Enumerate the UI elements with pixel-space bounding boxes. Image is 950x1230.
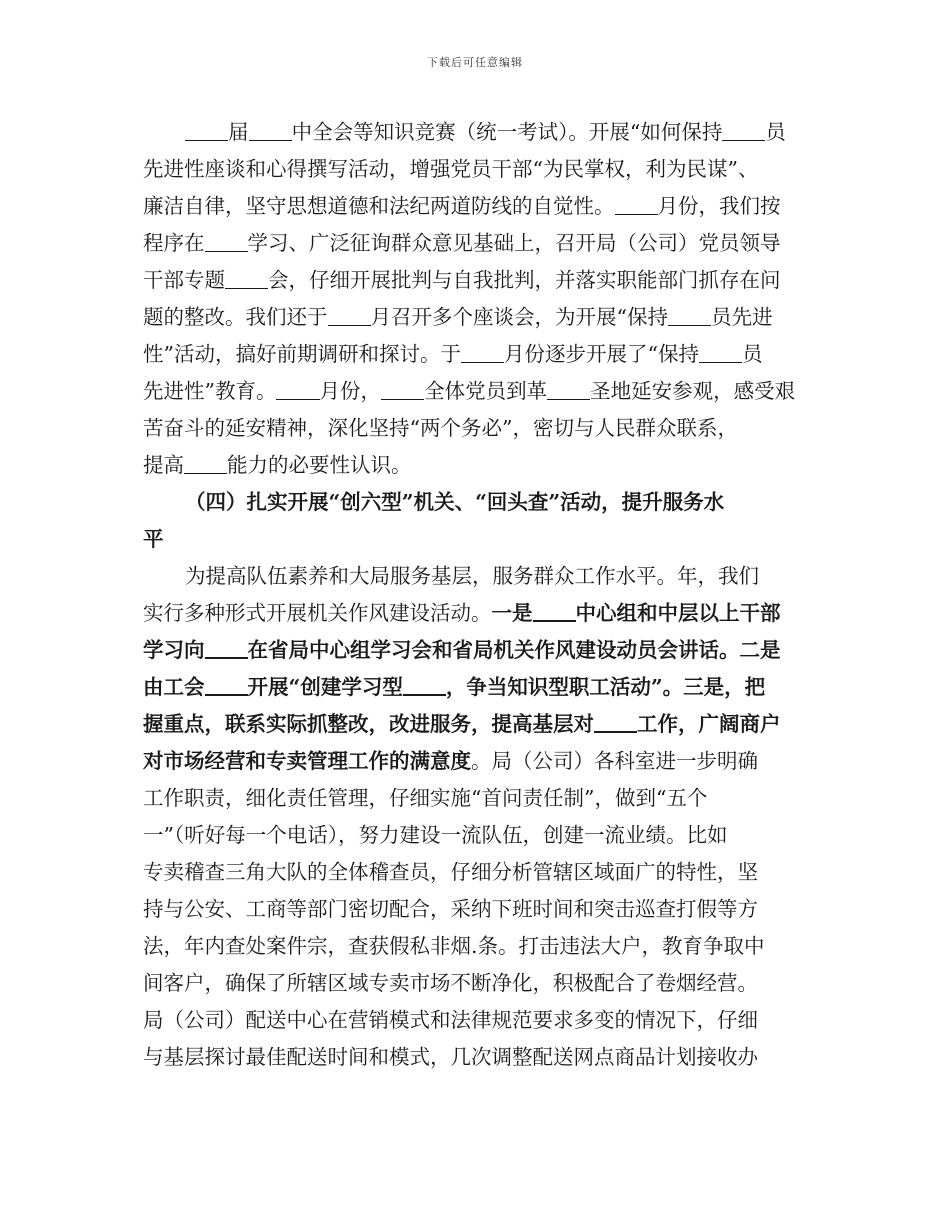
fill-in-blank [184,453,227,475]
fill-in-blank [381,379,424,401]
text-segment: 员先进 [711,305,773,329]
text-segment: 法，年内查处案件宗，查获假私非烟.条。打击违法大户，教育争取中 [143,934,765,958]
text-line [143,669,813,706]
text-segment: 由工会 [143,675,205,699]
text-line [143,558,813,595]
fill-in-blank [533,600,576,623]
fill-in-blank [249,120,292,142]
text-line [143,1039,813,1076]
text-line [143,1002,813,1039]
text-segment: 学习向 [143,638,205,662]
text-segment: 一”（听好每一个电话），努力建设一流队伍，创建一流业绩。比如 [143,823,728,847]
fill-in-blank [225,268,268,290]
fill-in-blank [461,342,504,364]
text-segment: 专卖稽查三角大队的全体稽查员，仔细分析管辖区域面广的特性，坚 [143,860,758,884]
text-segment: 员 [742,342,763,366]
text-segment: 会，仔细开展批判与自我批判，并落实职能部门抓存在问 [268,268,781,292]
text-line [143,595,813,632]
text-segment: 提高 [143,453,184,477]
text-line [143,521,813,558]
text-segment: 开展“创建学习型 [247,675,403,699]
text-segment: 圣地延安参观，感受艰 [590,379,796,403]
fill-in-blank [205,674,248,697]
fill-in-blank [722,120,765,142]
fill-in-blank [403,674,446,697]
text-line [143,188,813,225]
fill-in-blank [328,305,371,327]
text-line [143,484,813,521]
text-line [143,891,813,928]
text-line [143,410,813,447]
text-segment: ，争当知识型职工活动”。三是，把 [445,675,766,699]
text-segment: 中全会等知识竞赛（统一考试）。开展“如何保持 [291,120,723,144]
text-segment: 中心组和中层以上干部 [575,601,781,625]
text-segment: 先进性”教育。 [143,379,277,403]
text-segment: 学习、广泛征询群众意见基础上，召开局（公司）党员领导 [247,231,781,255]
text-segment: 届 [228,120,249,144]
text-segment: 先进性座谈和心得撰写活动，增强党员干部“为民掌权，利为民谋”、 [143,157,759,181]
text-segment: 月份逐步开展了“保持 [504,342,700,366]
text-line [143,780,813,817]
text-segment: 廉洁自律，坚守思想道德和法纪两道防线的自觉性。 [143,194,615,218]
text-segment: 持与公安、工商等部门密切配合，采纳下班时间和突击巡查打假等方 [143,897,758,921]
text-segment: 握重点，联系实际抓整改，改进服务，提高基层对 [143,712,594,736]
text-segment: 员 [765,120,786,144]
fill-in-blank [615,194,658,216]
text-segment: （四）扎实开展“创六型”机关、“回头查”活动，提升服务水 [185,490,725,514]
text-segment: 工作，广阔商户 [637,712,781,736]
text-line [143,817,813,854]
text-segment: 一是 [491,601,533,625]
text-segment: 在省局中心组学习会和省局机关作风建设动员会讲话。二是 [247,638,781,662]
text-line [143,743,813,780]
fill-in-blank [185,120,228,142]
text-line [143,706,813,743]
text-segment: 程序在 [143,231,205,255]
text-line [143,373,813,410]
text-segment: 全体党员到革 [424,379,548,403]
text-line [143,225,813,262]
text-segment: 月份，我们按 [657,194,781,218]
text-line [143,965,813,1002]
text-segment: 性”活动，搞好前期调研和探讨。于 [143,342,461,366]
text-segment: 为提高队伍素养和大局服务基层，服务群众工作水平。年，我们 [185,564,759,588]
text-segment: 月召开多个座谈会，为开展“保持 [370,305,669,329]
text-line [143,928,813,965]
text-line [143,854,813,891]
fill-in-blank [699,342,742,364]
text-line [143,262,813,299]
text-segment: 干部专题 [143,268,225,292]
text-line [143,299,813,336]
text-segment: 实行多种形式开展机关作风建设活动。 [143,601,492,625]
fill-in-blank [205,231,248,253]
text-line [143,447,813,484]
text-segment: 。局（公司）各科室进一步明确 [471,749,758,773]
fill-in-blank [276,379,319,401]
text-segment: 苦奋斗的延安精神，深化坚持“两个务必”，密切与人民群众联系， [143,416,738,440]
fill-in-blank [547,379,590,401]
text-segment: 对市场经营和专卖管理工作的满意度 [143,749,471,773]
page-header: 下载后可任意编辑 [427,56,523,69]
text-segment: 工作职责，细化责任管理，仔细实施“首问责任制”，做到“五个 [143,786,708,810]
text-segment: 局（公司）配送中心在营销模式和法律规范要求多变的情况下，仔细 [143,1008,758,1032]
fill-in-blank [594,711,637,734]
fill-in-blank [668,305,711,327]
fill-in-blank [205,637,248,660]
text-line [143,632,813,669]
text-segment: 题的整改。我们还于 [143,305,328,329]
text-segment: 与基层探讨最佳配送时间和模式，几次调整配送网点商品计划接收办 [143,1045,758,1069]
text-segment: 能力的必要性认识。 [227,453,412,477]
document-body [143,114,813,1076]
text-segment: 月份， [319,379,382,403]
text-segment: 平 [143,527,164,551]
text-line [143,114,813,151]
text-segment: 间客户，确保了所辖区域专卖市场不断净化，积极配合了卷烟经营。 [143,971,758,995]
text-line [143,151,813,188]
text-line [143,336,813,373]
